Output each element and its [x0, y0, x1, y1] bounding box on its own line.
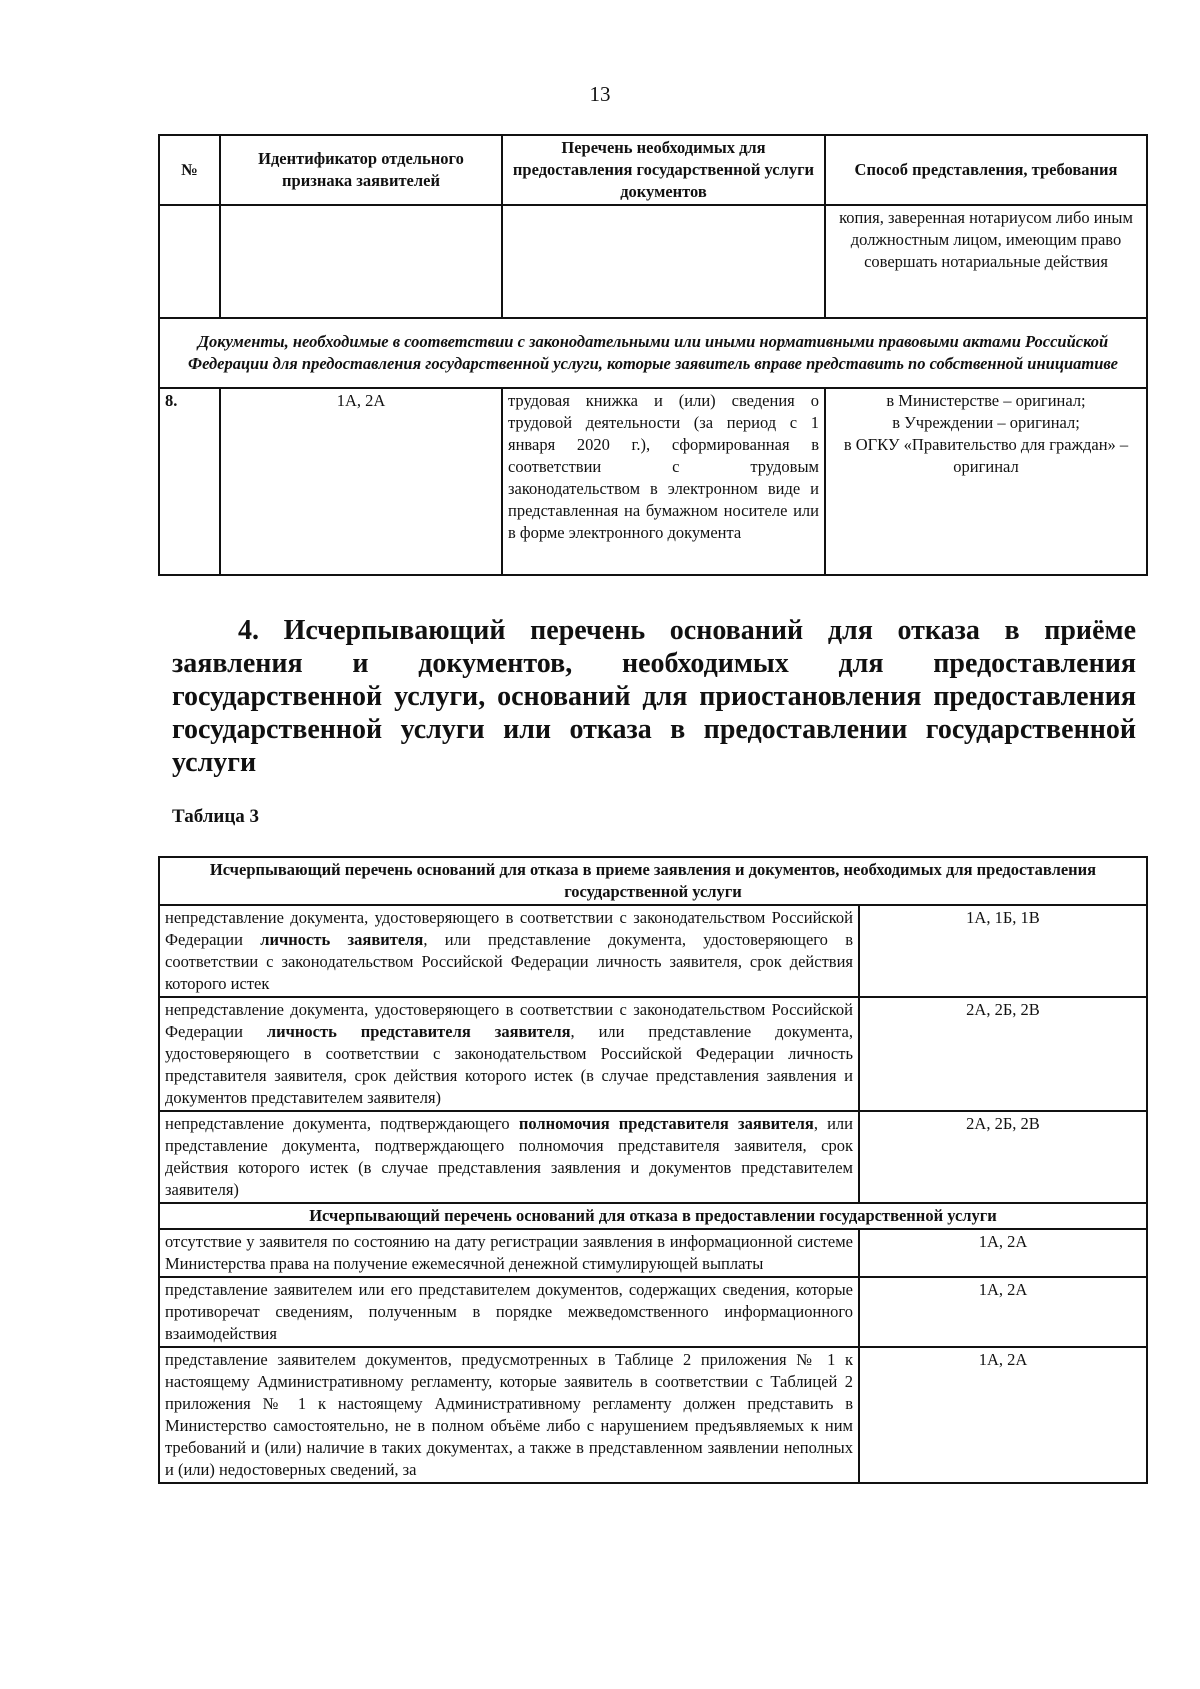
cell-ground: представление заявителем или его представителем документов, содержащих сведения, которые противоречат сведениям, полученным в порядке межведомственного информационного взаимодействия — [159, 1277, 859, 1347]
cell-documents — [502, 205, 825, 318]
cell-codes: 2А, 2Б, 2В — [859, 997, 1147, 1111]
method-line: в Учреждении – оригинал; — [892, 413, 1080, 432]
method-line: в ОГКУ «Правительство для граждан» – оригинал — [843, 435, 1129, 476]
bold-term: личность представителя заявителя — [266, 1022, 571, 1041]
table-header-row — [159, 135, 1147, 205]
table-caption: Таблица 3 — [172, 806, 260, 827]
cell-ground: непредставление документа, удостоверяющего в соответствии с законодательством Российской Федерации личность заявителя, или представление документа, удостоверяющего в соответствии с законодательством Российской Федерации личность заявителя, срок действия которого истек — [159, 905, 859, 997]
cell-codes: 1А, 2А — [859, 1229, 1147, 1277]
cell-identifier: 1А, 2А — [220, 388, 502, 575]
table-row — [159, 1277, 1147, 1347]
cell-method: копия, заверенная нотариусом либо иным должностным лицом, имеющим право совершать нотариальные действия — [825, 205, 1147, 318]
bold-term: полномочия представителя заявителя — [518, 1114, 814, 1133]
required-documents-table — [158, 134, 1148, 576]
table-row — [159, 1111, 1147, 1203]
method-line: в Министерстве – оригинал; — [886, 391, 1086, 410]
table-row — [159, 1347, 1147, 1483]
cell-codes: 2А, 2Б, 2В — [859, 1111, 1147, 1203]
page-number: 13 — [589, 82, 611, 106]
cell-identifier — [220, 205, 502, 318]
table-row — [159, 205, 1147, 318]
section-heading — [172, 614, 1136, 779]
cell-number: 8. — [159, 388, 220, 575]
refusal-grounds-table — [158, 856, 1148, 1484]
group-title-cell: Исчерпывающий перечень оснований для отказа в предоставлении государственной услуги — [159, 1203, 1147, 1229]
cell-ground: отсутствие у заявителя по состоянию на дату регистрации заявления в информационной системе Министерства права на получение ежемесячной денежной стимулирующей выплаты — [159, 1229, 859, 1277]
header-identifier: Идентификатор отдельного признака заявителей — [220, 135, 502, 205]
cell-codes: 1А, 1Б, 1В — [859, 905, 1147, 997]
cell-ground: представление заявителем документов, предусмотренных в Таблице 2 приложения № 1 к настоящему Административному регламенту, которые заявитель в соответствии с Таблицей 2 приложения № 1 к настоящему Административному регламенту должен представить в Министерство самостоятельно, не в полном объёме либо с нарушением предъявляемых к ним требований и (или) наличие в таких документах, а также в представленном заявлении неполных и (или) недостоверных сведений, за — [159, 1347, 859, 1483]
cell-codes: 1А, 2А — [859, 1347, 1147, 1483]
header-number: № — [159, 135, 220, 205]
table-row — [159, 1229, 1147, 1277]
cell-method — [825, 388, 1147, 575]
table-group-row — [159, 857, 1147, 905]
group-title-cell: Исчерпывающий перечень оснований для отказа в приеме заявления и документов, необходимых для предоставления государственной услуги — [159, 857, 1147, 905]
bold-term: личность заявителя — [260, 930, 424, 949]
cell-codes: 1А, 2А — [859, 1277, 1147, 1347]
cell-ground: непредставление документа, удостоверяющего в соответствии с законодательством Российской Федерации личность представителя заявителя, или представление документа, удостоверяющего в соответствии с законодательством Российской Федерации личность представителя заявителя, срок действия которого истек (в случае представления заявления и документов представителем заявителя) — [159, 997, 859, 1111]
cell-number — [159, 205, 220, 318]
table-group-row — [159, 1203, 1147, 1229]
section-title-cell: Документы, необходимые в соответствии с законодательными или иными нормативными правовыми актами Российской Федерации для предоставления государственной услуги, которые заявитель вправе представить по собственной инициативе — [159, 318, 1147, 388]
header-method: Способ представления, требования — [825, 135, 1147, 205]
table-row — [159, 905, 1147, 997]
cell-documents: трудовая книжка и (или) сведения о трудовой деятельности (за период с 1 января 2020 г.), сформированная в соответствии с трудовым законодательством в электронном виде и представленная на бумажном носителе или в форме электронного документа — [502, 388, 825, 575]
header-documents: Перечень необходимых для предоставления государственной услуги документов — [502, 135, 825, 205]
table-row — [159, 997, 1147, 1111]
cell-ground: непредставление документа, подтверждающего полномочия представителя заявителя, или представление документа, подтверждающего полномочия представителя заявителя, срок действия которого истек (в случае представления заявления и документов представителем заявителя) — [159, 1111, 859, 1203]
section-heading-text: 4. Исчерпывающий перечень оснований для отказа в приёме заявления и документов, необходимых для предоставления государственной услуги, оснований для приостановления предоставления государственной услуги или отказа в предоставлении государственной услуги — [172, 615, 1136, 778]
table-row — [159, 388, 1147, 575]
table-section-row — [159, 318, 1147, 388]
